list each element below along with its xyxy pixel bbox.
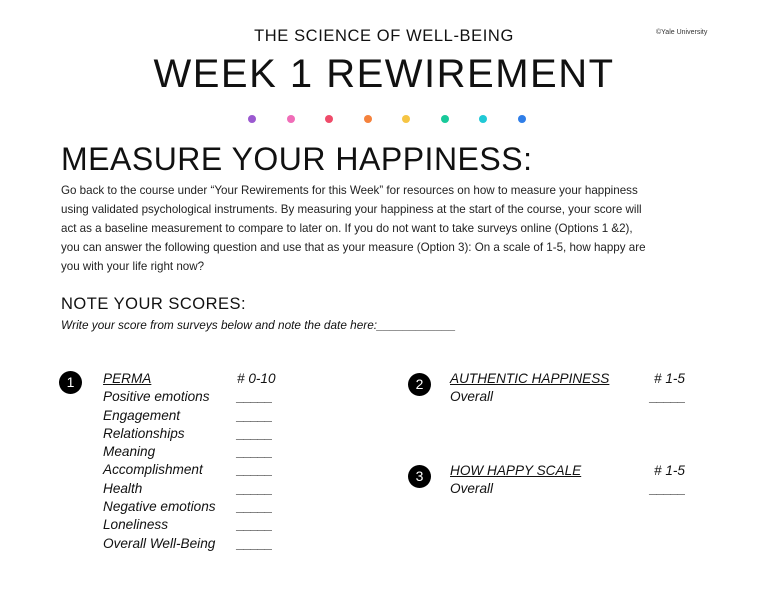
score-blank[interactable]: _____ bbox=[237, 462, 273, 478]
score-blank[interactable]: _____ bbox=[650, 481, 686, 497]
score-row bbox=[103, 535, 283, 553]
score-label: Negative emotions bbox=[103, 499, 216, 515]
score-label: Relationships bbox=[103, 425, 185, 441]
perma-score-list bbox=[103, 370, 283, 553]
intro-line: act as a baseline measurement to compare to later on. If you do not want to take surveys online (Options 1 &2), bbox=[61, 222, 633, 235]
option-1-number-badge: 1 bbox=[59, 371, 82, 394]
how-happy-header-row bbox=[450, 462, 700, 480]
score-label: Accomplishment bbox=[103, 462, 203, 478]
scores-title: NOTE YOUR SCORES: bbox=[61, 295, 247, 313]
divider-dot bbox=[325, 115, 333, 123]
score-blank[interactable]: _____ bbox=[237, 517, 273, 533]
authentic-scale-label: # 1-5 bbox=[654, 371, 685, 386]
score-blank[interactable]: _____ bbox=[237, 499, 273, 515]
divider-dot bbox=[364, 115, 372, 123]
score-label: Overall bbox=[450, 389, 494, 405]
score-row bbox=[103, 516, 283, 534]
score-row bbox=[103, 443, 283, 461]
score-label: Loneliness bbox=[103, 517, 168, 533]
divider-dot bbox=[287, 115, 295, 123]
how-happy-header: HOW HAPPY SCALE bbox=[450, 463, 582, 478]
score-blank[interactable]: _____ bbox=[650, 389, 686, 405]
course-title: THE SCIENCE OF WELL-BEING bbox=[254, 27, 514, 45]
perma-header-row bbox=[103, 370, 283, 388]
score-row bbox=[450, 480, 700, 498]
divider-dot bbox=[518, 115, 526, 123]
authentic-happiness-score bbox=[450, 370, 700, 407]
score-row bbox=[103, 480, 283, 498]
score-blank[interactable]: _____ bbox=[237, 444, 273, 460]
option-2-number-badge: 2 bbox=[408, 373, 431, 396]
perma-header: PERMA bbox=[103, 371, 152, 386]
score-row bbox=[103, 425, 283, 443]
how-happy-scale-label: # 1-5 bbox=[654, 463, 685, 478]
divider-dot bbox=[248, 115, 256, 123]
score-row bbox=[450, 388, 700, 406]
section-title: MEASURE YOUR HAPPINESS: bbox=[61, 141, 533, 177]
score-label: Overall bbox=[450, 481, 494, 497]
divider-dot bbox=[479, 115, 487, 123]
score-row bbox=[103, 388, 283, 406]
scores-instruction: Write your score from surveys below and note the date here:____________ bbox=[61, 318, 456, 332]
perma-scale-label: # 0-10 bbox=[237, 371, 276, 386]
intro-line: using validated psychological instruments. By measuring your happiness at the start of the course, your score will bbox=[61, 203, 642, 216]
score-label: Overall Well-Being bbox=[103, 535, 216, 551]
score-blank[interactable]: _____ bbox=[237, 480, 273, 496]
week-title: WEEK 1 REWIREMENT bbox=[153, 52, 615, 96]
score-blank[interactable]: _____ bbox=[237, 389, 273, 405]
score-label: Meaning bbox=[103, 444, 156, 460]
score-blank[interactable]: _____ bbox=[237, 407, 273, 423]
authentic-header: AUTHENTIC HAPPINESS bbox=[450, 371, 610, 386]
score-row bbox=[103, 407, 283, 425]
score-label: Health bbox=[103, 480, 143, 496]
intro-paragraph bbox=[61, 181, 711, 276]
intro-line: you can answer the following question and use that as your measure (Option 3): On a scale of 1-5, how happy are bbox=[61, 241, 646, 254]
option-3-number-badge: 3 bbox=[408, 465, 431, 488]
intro-line: Go back to the course under “Your Rewirements for this Week” for resources on how to measure your happiness bbox=[61, 184, 638, 197]
divider-dot bbox=[402, 115, 410, 123]
score-row bbox=[103, 498, 283, 516]
divider-dot bbox=[441, 115, 449, 123]
score-label: Positive emotions bbox=[103, 389, 210, 405]
score-blank[interactable]: _____ bbox=[237, 425, 273, 441]
authentic-header-row bbox=[450, 370, 700, 388]
how-happy-scale-score bbox=[450, 462, 700, 499]
score-blank[interactable]: _____ bbox=[237, 535, 273, 551]
score-label: Engagement bbox=[103, 407, 181, 423]
intro-line: you with your life right now? bbox=[61, 260, 205, 273]
score-row bbox=[103, 461, 283, 479]
copyright-notice: ©Yale University bbox=[656, 29, 708, 36]
